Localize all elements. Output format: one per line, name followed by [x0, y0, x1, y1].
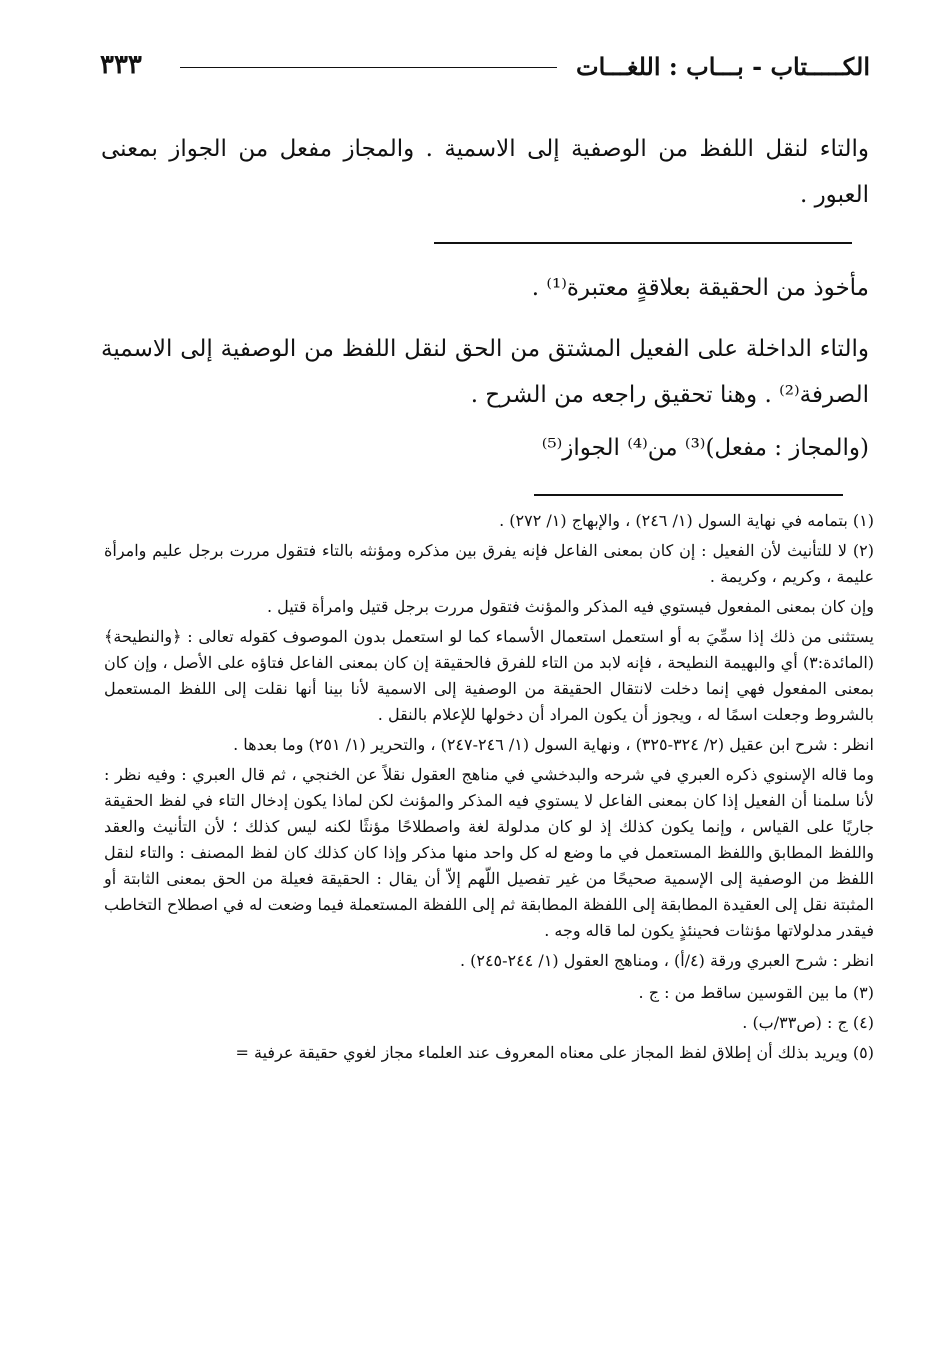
footnote-number: (١) — [852, 511, 874, 530]
footnote-number: (٣) — [852, 983, 874, 1002]
footnote-number: (٥) — [852, 1043, 874, 1062]
footnote-separator — [534, 494, 843, 496]
footnote-number: (٤) — [852, 1013, 874, 1032]
page-number: ٣٣٣ — [100, 50, 142, 80]
footnote-3 — [104, 980, 874, 1006]
main-paragraph-2: مأخوذ من الحقيقة بعلاقةٍ معتبرة⁽¹⁾ . — [531, 275, 869, 301]
footnote-2 — [104, 538, 874, 590]
section-rule — [434, 242, 852, 244]
footnote-text: ويريد بذلك أن إطلاق لفظ المجاز على معناه المعروف عند العلماء مجاز لغوي حقيقة عرفية = — [235, 1043, 848, 1062]
footnote-2-reference: انظر : شرح ابن عقيل (٢/ ٣٢٤-٣٢٥) ، ونهاية السول (١/ ٢٤٦-٢٤٧) ، والتحرير (١/ ٢٥١) وما بعدها . — [233, 735, 874, 754]
footnotes — [104, 508, 874, 1070]
header-rule — [180, 67, 557, 68]
footnote-2-continuation: يستثنى من ذلك إذا سمِّيَ به أو استعمل استعمال الأسماء كما لو استعمل بدون الموصوف كقوله تعالى : ﴿والنطيحة﴾ (المائدة:٣) أي والبهيمة النطيحة ، فإنه لابد من التاء للفرق فالحقيقة إن كان بمعنى الفاعل فتاؤه على الأصل ، وإن كان بمعنى المفعول فهي إنما دخلت لانتقال الحقيقة من الوصفية إلى الاسمية لأنا بينا أنها نقلت إلى اللفظ المستعمل بالشروط وجعلت اسمًا له ، ويجوز أن يكون المراد أن دخولها للإعلام بالنقل . — [104, 627, 874, 724]
main-paragraph-3: والتاء الداخلة على الفعيل المشتق من الحق لنقل اللفظ من الوصفية إلى الاسمية الصرفة⁽²⁾ . وهنا تحقيق راجعه من الشرح . — [101, 336, 869, 408]
footnote-5 — [104, 1040, 874, 1066]
footnote-number: (٢) — [852, 541, 874, 560]
running-title: الكـــــتاب - بـــاب : اللغـــات — [576, 52, 870, 81]
footnote-4 — [104, 1010, 874, 1036]
main-paragraph-4: (والمجاز : مفعل)⁽³⁾ من⁽⁴⁾ الجواز⁽⁵⁾ — [541, 435, 869, 461]
main-paragraph-1: والتاء لنقل اللفظ من الوصفية إلى الاسمية . والمجاز مفعل من الجواز بمعنى العبور . — [101, 136, 869, 208]
page-header — [100, 50, 870, 90]
footnote-2-continuation: وإن كان بمعنى المفعول فيستوي فيه المذكر والمؤنث فتقول مررت برجل قتيل وامرأة قتيل . — [266, 597, 874, 616]
footnote-1 — [104, 508, 874, 534]
footnote-2-continuation: وما قاله الإسنوي ذكره العبري في شرحه والبدخشي في مناهج العقول نقلاً عن الخنجي ، ثم قال العبري : وفيه نظر : لأنا سلمنا أن الفعيل إذا كان بمعنى الفاعل لا يستوي فيه المذكر والمؤنث لكن لماذا يكون إدخال التاء في لفظ الحقيقة جاريًا على القياس ، وإنما يكون كذلك إذ لو كان مدلولة لغة واصطلاحًا مؤنثًا لكنه ليس كذلك ؛ لأن التأنيث والعقد واللفظ المطابق واللفظ المستعمل في ما وضع له كل واحد منها مذكر وإذا كان كذلك كان لفظ المصنف : والتاء لنقل اللفظ من الوصفية إلى الإسمية صحيحًا من غير تفصيل اللّهم إلاّ أن يقال : الحقيقة فعيلة من الحق بمعنى الثابتة أو المثبتة نقل إلى العقيدة المطابقة إلى اللفظة المطابقة ثم إلى اللفظة المستعملة فيما وضعت له في اصطلاح التخاطب فيقدر مدلولاتها مؤنثات فحينئذٍ يكون لما قاله وجه . — [104, 765, 875, 940]
footnote-text: بتمامه في نهاية السول (١/ ٢٤٦) ، والإبهاج (١/ ٢٧٢) . — [499, 511, 848, 530]
footnote-text: لا للتأنيث لأن الفعيل : إن كان بمعنى الفاعل فإنه يفرق بين مذكره ومؤنثه بالتاء فتقول مررت برجل عليم وامرأة عليمة ، وكريم ، وكريمة . — [104, 541, 874, 586]
footnote-2-reference: انظر : شرح العبري ورقة (٤/أ) ، ومناهج العقول (١/ ٢٤٤-٢٤٥) . — [459, 951, 874, 970]
footnote-text: ما بين القوسين ساقط من : ج . — [638, 983, 848, 1002]
footnote-text: ج : (ص٣٣/ب) . — [742, 1013, 848, 1032]
